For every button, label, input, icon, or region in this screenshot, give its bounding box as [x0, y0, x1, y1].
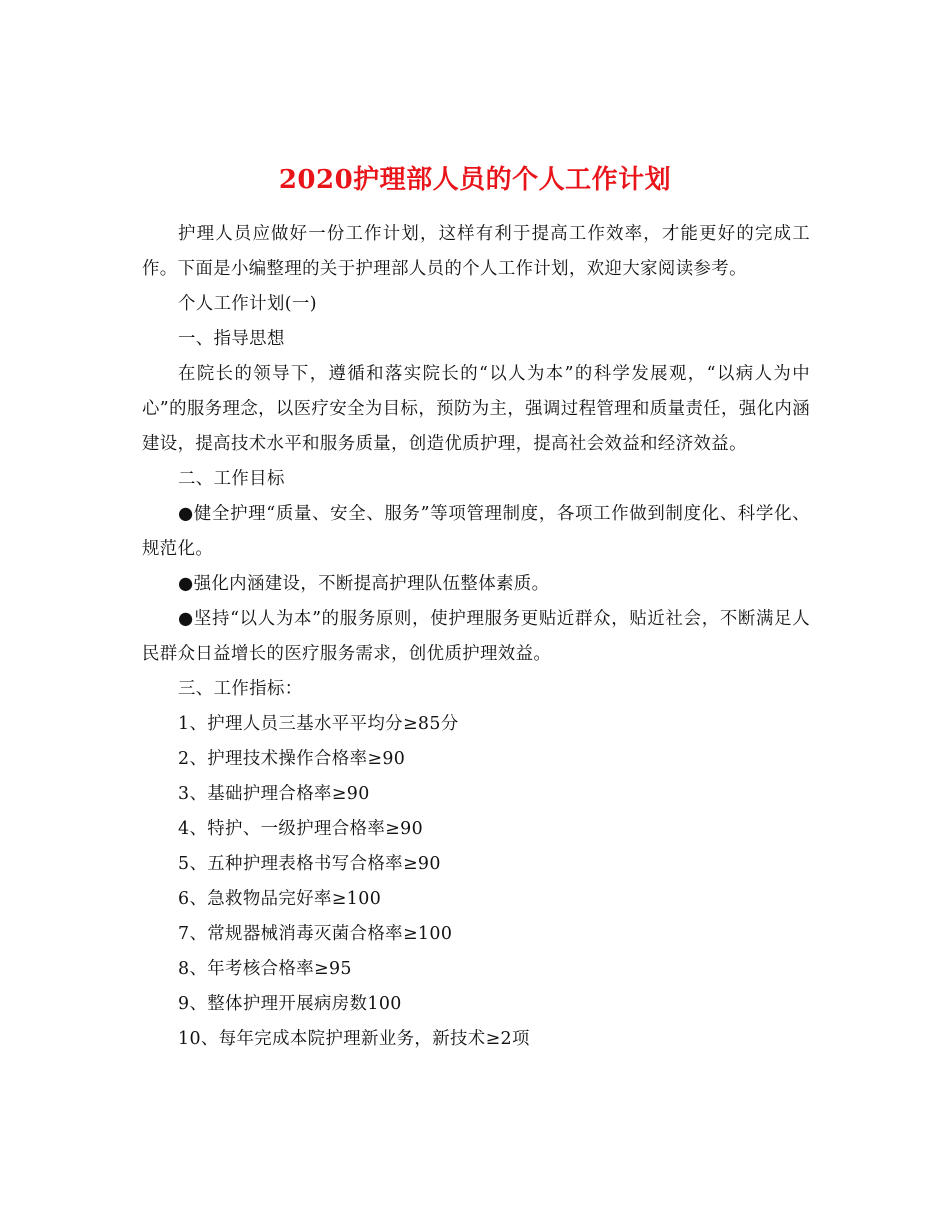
- indicator-list-item: 4、特护、一级护理合格率≥90: [178, 819, 424, 839]
- section-heading-work-goals: 二、工作目标: [178, 469, 285, 489]
- indicator-list-item: 6、急救物品完好率≥100: [178, 889, 382, 909]
- intro-paragraph: 护理人员应做好一份工作计划，这样有利于提高工作效率，才能更好的完成工作。下面是小编整理的关于护理部人员的个人工作计划，欢迎大家阅读参考。: [142, 224, 810, 279]
- document-body: [142, 217, 810, 1057]
- indicator-list-item: 1、护理人员三基水平平均分≥85分: [178, 714, 459, 734]
- section-heading-guiding-ideology: 一、指导思想: [178, 329, 285, 349]
- indicator-list-item: 3、基础护理合格率≥90: [178, 784, 370, 804]
- indicator-list-item: 8、年考核合格率≥95: [178, 959, 352, 979]
- section-heading-work-indicators: 三、工作指标：: [178, 679, 303, 699]
- goal-bullet-item: ●健全护理“质量、安全、服务”等项管理制度，各项工作做到制度化、科学化、规范化。: [142, 504, 810, 559]
- indicator-list-item: 10、每年完成本院护理新业务，新技术≥2项: [178, 1029, 530, 1049]
- indicator-list-item: 2、护理技术操作合格率≥90: [178, 749, 406, 769]
- indicator-list-item: 9、整体护理开展病房数100: [178, 994, 402, 1014]
- guiding-ideology-paragraph: 在院长的领导下，遵循和落实院长的“以人为本”的科学发展观，“以病人为中心”的服务理念，以医疗安全为目标，预防为主，强调过程管理和质量责任，强化内涵建设，提高技术水平和服务质量，创造优质护理，提高社会效益和经济效益。: [142, 364, 810, 454]
- page-title: 2020护理部人员的个人工作计划: [278, 165, 672, 196]
- goal-bullet-item: ●坚持“以人为本”的服务原则，使护理服务更贴近群众，贴近社会，不断满足人民群众日益增长的医疗服务需求，创优质护理效益。: [142, 609, 810, 664]
- section-heading-plan-one: 个人工作计划(一): [178, 294, 317, 314]
- indicator-list-item: 5、五种护理表格书写合格率≥90: [178, 854, 441, 874]
- goal-bullet-item: ●强化内涵建设，不断提高护理队伍整体素质。: [178, 574, 550, 594]
- indicator-list-item: 7、常规器械消毒灭菌合格率≥100: [178, 924, 453, 944]
